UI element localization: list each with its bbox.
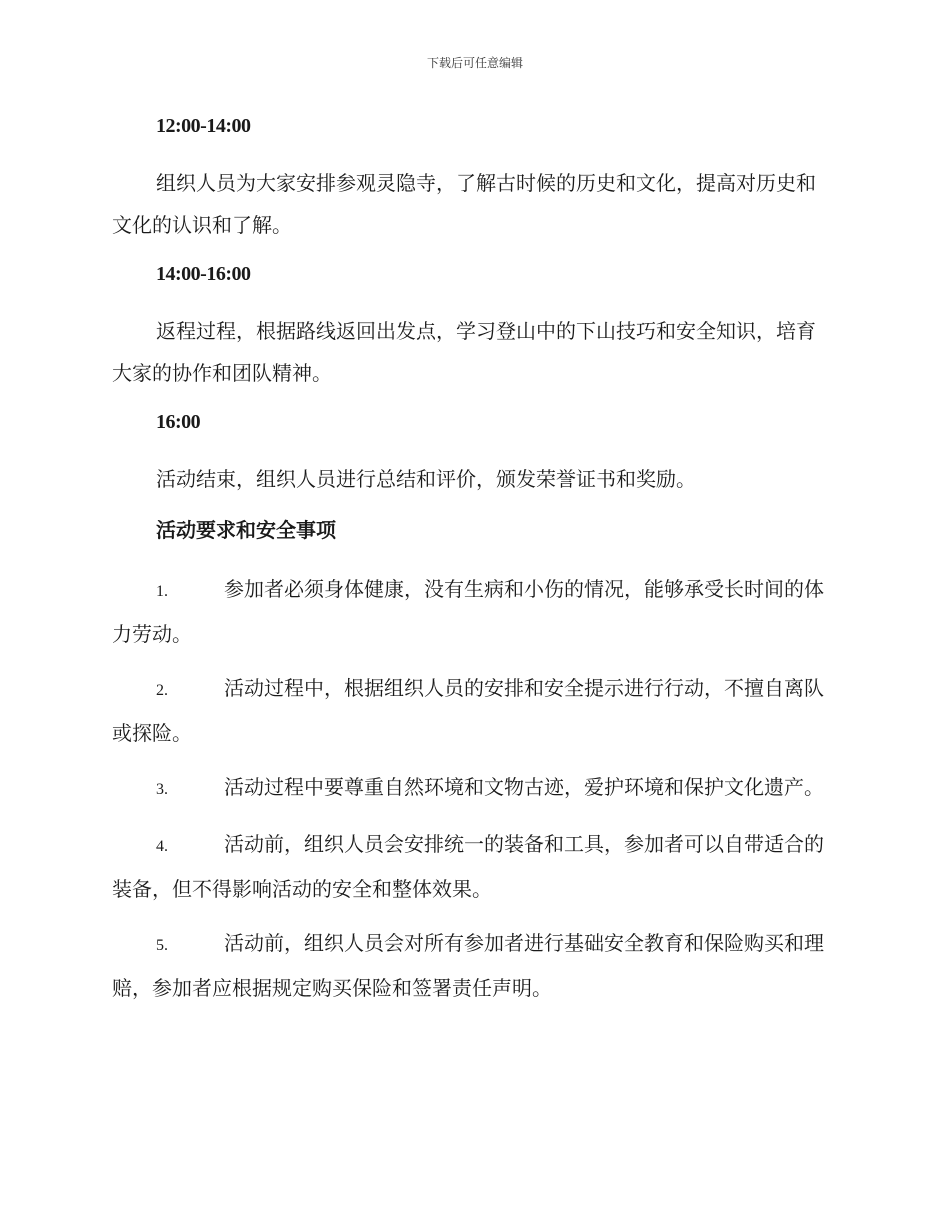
document-body bbox=[112, 110, 834, 1009]
list-item bbox=[112, 922, 834, 1009]
time-heading: 14:00-16:00 bbox=[156, 263, 251, 285]
time-heading: 16:00 bbox=[156, 411, 201, 433]
list-item bbox=[112, 823, 834, 910]
list-text: 参加者必须身体健康，没有生病和小伤的情况，能够承受长时间的体力劳动。 bbox=[112, 577, 824, 646]
section-heading: 活动要求和安全事项 bbox=[156, 518, 336, 542]
list-number: 1. bbox=[156, 583, 168, 600]
time-heading: 12:00-14:00 bbox=[156, 115, 251, 137]
list-number: 4. bbox=[156, 838, 168, 855]
list-item bbox=[112, 766, 834, 811]
paragraph: 组织人员为大家安排参观灵隐寺，了解古时候的历史和文化，提高对历史和文化的认识和了解。 bbox=[112, 171, 816, 237]
list-text: 活动前，组织人员会对所有参加者进行基础安全教育和保险购买和理赔，参加者应根据规定购买保险和签署责任声明。 bbox=[112, 931, 824, 1000]
paragraph: 活动结束，组织人员进行总结和评价，颁发荣誉证书和奖励。 bbox=[156, 467, 696, 491]
list-text: 活动过程中要尊重自然环境和文物古迹，爱护环境和保护文化遗产。 bbox=[224, 775, 824, 799]
list-number: 5. bbox=[156, 937, 168, 954]
list-number: 3. bbox=[156, 781, 168, 798]
list-item bbox=[112, 667, 834, 754]
page-header: 下载后可任意编辑 bbox=[426, 56, 523, 70]
list-number: 2. bbox=[156, 682, 168, 699]
list-text: 活动过程中，根据组织人员的安排和安全提示进行行动，不擅自离队或探险。 bbox=[112, 676, 824, 745]
list-item bbox=[112, 568, 834, 655]
list-text: 活动前，组织人员会安排统一的装备和工具，参加者可以自带适合的装备，但不得影响活动的安全和整体效果。 bbox=[112, 832, 824, 901]
paragraph: 返程过程，根据路线返回出发点，学习登山中的下山技巧和安全知识，培育大家的协作和团队精神。 bbox=[112, 319, 816, 385]
